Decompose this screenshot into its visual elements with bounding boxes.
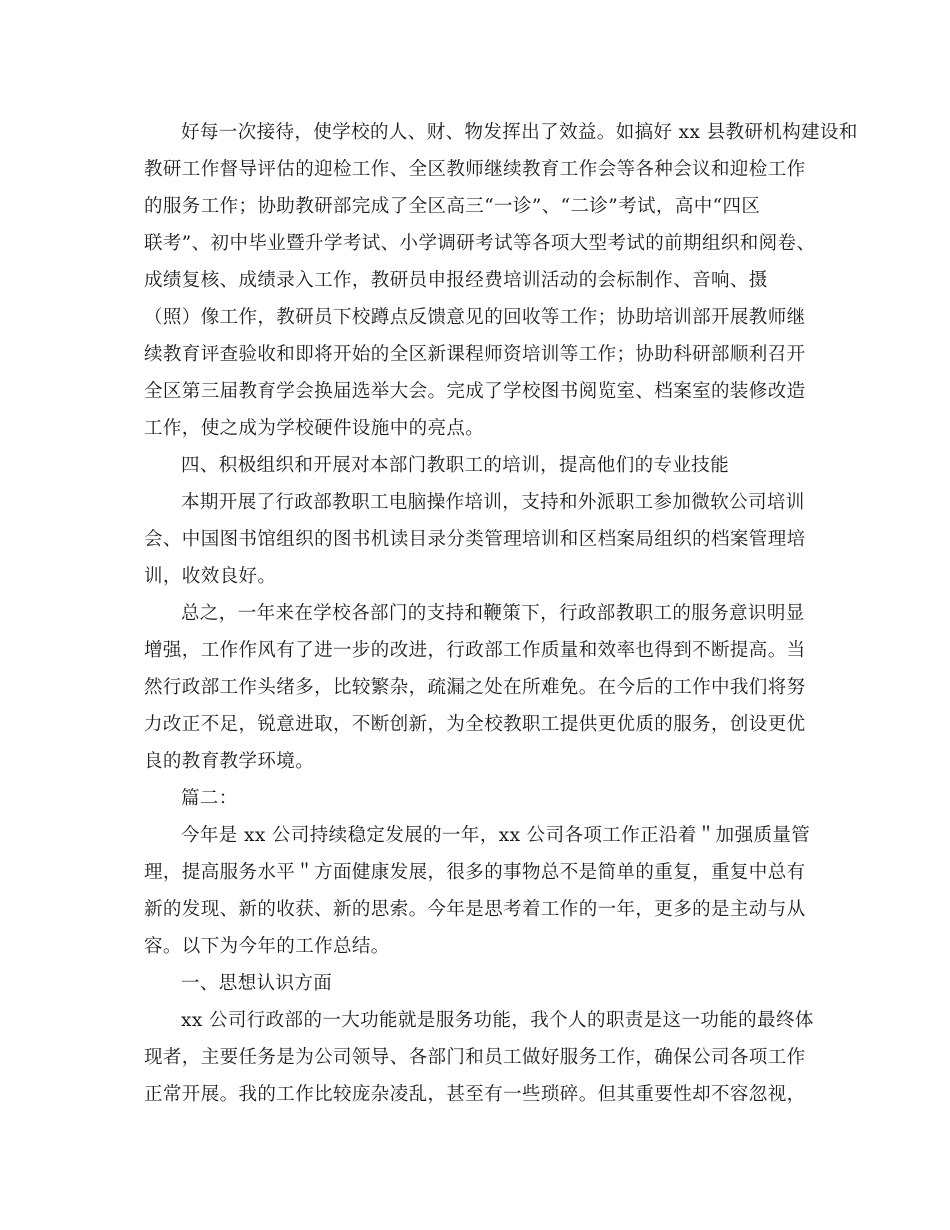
section-heading [144, 965, 804, 1002]
text-line: 联考”、初中毕业暨升学考试、小学调研考试等各项大型考试的前期组织和阅卷、 [144, 233, 816, 254]
paragraph [144, 817, 811, 965]
heading-text: 一、思想认识方面 [181, 973, 333, 994]
paragraph [144, 1002, 814, 1113]
section-heading [144, 780, 804, 817]
heading-text: 篇二： [181, 788, 238, 809]
section-heading [144, 447, 804, 484]
text-line: 教研工作督导评估的迎检工作、全区教师继续教育工作会等各种会议和迎检工作 [144, 159, 806, 180]
paragraph [144, 595, 804, 780]
text-line: 训，收效良好。 [144, 566, 277, 587]
heading-text: 四、积极组织和开展对本部门教职工的培训，提高他们的专业技能 [181, 455, 730, 476]
paragraph [144, 114, 858, 447]
text-line: 好每一次接待，使学校的人、财、物发挥出了效益。如搞好 xx 县教研机构建设和 [181, 122, 858, 143]
text-line: （照）像工作，教研员下校蹲点反馈意见的回收等工作；协助培训部开展教师继 [144, 307, 806, 328]
text-line: 工作，使之成为学校硬件设施中的亮点。 [144, 418, 485, 439]
document-body [144, 114, 858, 1113]
text-line: 成绩复核、成绩录入工作，教研员申报经费培训活动的会标制作、音响、摄 [144, 270, 768, 291]
text-line: xx 公司行政部的一大功能就是服务功能，我个人的职责是这一功能的最终体 [181, 1010, 814, 1031]
text-line: 新的发现、新的收获、新的思索。今年是思考着工作的一年，更多的是主动与从 [144, 899, 806, 920]
text-line: 全区第三届教育学会换届选举大会。完成了学校图书阅览室、档案室的装修改造 [144, 381, 806, 402]
text-line: 理，提高服务水平＂方面健康发展，很多的事物总不是简单的重复，重复中总有 [144, 862, 806, 883]
text-line: 本期开展了行政部教职工电脑操作培训，支持和外派职工参加微软公司培训 [181, 492, 805, 513]
text-line: 的服务工作；协助教研部完成了全区高三“一诊”、“二诊”考试，高中“四区 [144, 196, 761, 217]
text-line: 增强，工作作风有了进一步的改进，行政部工作质量和效率也得到不断提高。当 [144, 640, 806, 661]
text-line: 现者，主要任务是为公司领导、各部门和员工做好服务工作，确保公司各项工作 [144, 1047, 806, 1068]
text-line: 容。以下为今年的工作总结。 [144, 936, 390, 957]
text-line: 然行政部工作头绪多，比较繁杂，疏漏之处在所难免。在今后的工作中我们将努 [144, 677, 806, 698]
text-line: 良的教育教学环境。 [144, 751, 315, 772]
text-line: 力改正不足，锐意进取，不断创新，为全校教职工提供更优质的服务，创设更优 [144, 714, 806, 735]
text-line: 续教育评查验收和即将开始的全区新课程师资培训等工作；协助科研部顺利召开 [144, 344, 806, 365]
text-line: 今年是 xx 公司持续稳定发展的一年，xx 公司各项工作正沿着＂加强质量管 [181, 825, 811, 846]
paragraph [144, 484, 804, 595]
text-line: 会、中国图书馆组织的图书机读目录分类管理培训和区档案局组织的档案管理培 [144, 529, 806, 550]
text-line: 正常开展。我的工作比较庞杂凌乱，甚至有一些琐碎。但其重要性却不容忽视， [144, 1084, 806, 1105]
text-line: 总之，一年来在学校各部门的支持和鞭策下，行政部教职工的服务意识明显 [181, 603, 805, 624]
